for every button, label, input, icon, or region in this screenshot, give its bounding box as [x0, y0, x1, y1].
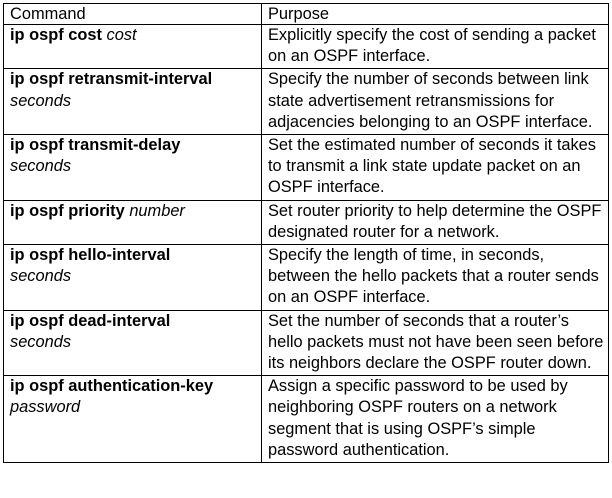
command-keyword: ip ospf priority — [10, 201, 125, 220]
purpose-cell: Specify the number of seconds between link state advertisement retransmissions for adjacencies belonging to an OSPF interface. — [262, 69, 609, 135]
table-row — [4, 200, 609, 244]
header-row — [4, 4, 609, 25]
purpose-cell: Specify the length of time, in seconds, between the hello packets that a router sends on an OSPF interface. — [262, 245, 609, 311]
command-argument: seconds — [10, 157, 72, 176]
table-row — [4, 69, 609, 135]
command-column-header: Command — [4, 4, 262, 25]
purpose-column-header: Purpose — [262, 4, 609, 25]
command-argument: seconds — [10, 267, 72, 286]
command-cell — [4, 135, 262, 201]
command-keyword: ip ospf dead-interval — [10, 311, 171, 330]
command-cell — [4, 25, 262, 69]
command-cell — [4, 69, 262, 135]
ospf-command-table — [3, 3, 609, 463]
command-argument: seconds — [10, 332, 72, 351]
command-keyword: ip ospf cost — [10, 26, 102, 44]
command-keyword: ip ospf retransmit-interval — [10, 70, 213, 89]
command-argument: password — [10, 398, 81, 417]
table-row — [4, 245, 609, 311]
command-argument: cost — [106, 26, 137, 44]
table-row — [4, 135, 609, 201]
command-argument: number — [129, 201, 185, 220]
purpose-cell: Set the estimated number of seconds it takes to transmit a link state update packet on an OSPF interface. — [262, 135, 609, 201]
table-row — [4, 310, 609, 376]
command-cell — [4, 200, 262, 244]
purpose-cell: Explicitly specify the cost of sending a packet on an OSPF interface. — [262, 25, 609, 69]
purpose-cell: Set router priority to help determine the OSPF designated router for a network. — [262, 200, 609, 244]
table-row — [4, 25, 609, 69]
command-cell — [4, 245, 262, 311]
purpose-cell: Set the number of seconds that a router’s hello packets must not have been seen before its neighbors declare the OSPF router down. — [262, 310, 609, 376]
table-row — [4, 376, 609, 463]
purpose-cell: Assign a specific password to be used by neighboring OSPF routers on a network segment that is using OSPF’s simple password authentication. — [262, 376, 609, 463]
command-cell — [4, 310, 262, 376]
command-keyword: ip ospf authentication-key — [10, 377, 214, 396]
command-keyword: ip ospf hello-interval — [10, 246, 171, 265]
command-keyword: ip ospf transmit-delay — [10, 136, 181, 155]
command-cell — [4, 376, 262, 463]
command-argument: seconds — [10, 91, 72, 110]
table-body — [4, 25, 609, 463]
